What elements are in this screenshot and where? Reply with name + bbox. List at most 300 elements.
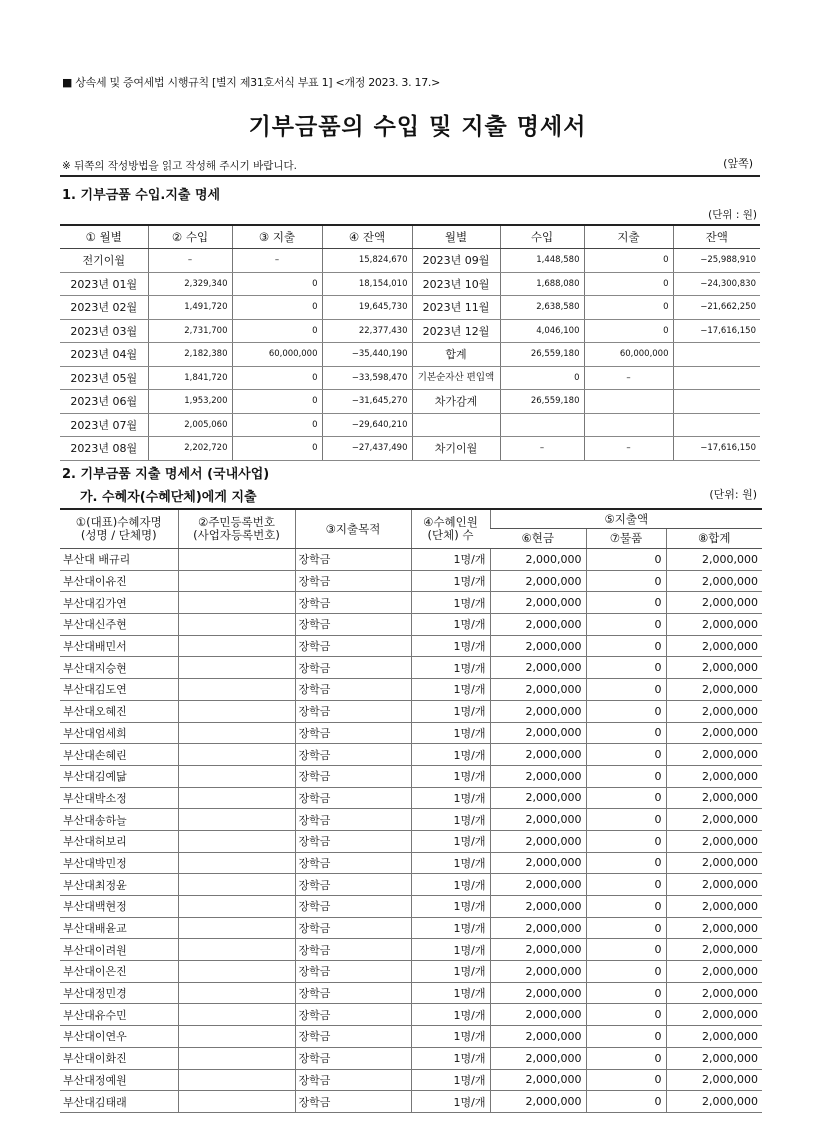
table-cell: 부산대김태래 [60,1091,178,1113]
table-cell: 1명/개 [411,982,490,1004]
table-cell: 부산대지승현 [60,657,178,679]
table-cell: −35,440,190 [322,343,412,367]
table-cell [178,961,295,983]
table-cell: 2,000,000 [490,982,586,1004]
table-cell [178,1004,295,1026]
table-cell [178,982,295,1004]
table-cell: 2,000,000 [666,787,762,809]
table-cell: 1명/개 [411,830,490,852]
table-cell: 1명/개 [411,700,490,722]
table-cell: 합계 [412,343,500,367]
table-cell: 15,824,670 [322,249,412,273]
section1-title: 1. 기부금품 수입.지출 명세 [62,188,221,203]
table-row [60,961,762,983]
table-cell: 2,000,000 [490,939,586,961]
table-cell: 1,688,080 [500,272,584,296]
table-cell: 0 [232,296,322,320]
table-cell: 0 [586,939,666,961]
table-cell: 2,000,000 [490,765,586,787]
title-divider [60,175,760,177]
table-cell: 2,000,000 [490,1091,586,1113]
table-cell: 장학금 [295,657,411,679]
col-recipient-sublabel: (성명 / 단체명) [80,528,157,542]
table-cell [178,809,295,831]
table-cell: 0 [586,1091,666,1113]
table-cell: −31,645,270 [322,390,412,414]
table-row [60,1004,762,1026]
table-cell: 장학금 [295,614,411,636]
table-header-row [60,509,762,529]
col-count [411,509,490,549]
table-cell: 0 [232,437,322,461]
table-cell [178,592,295,614]
table-cell: 2,000,000 [666,570,762,592]
table-cell: 2,000,000 [490,570,586,592]
table-cell: 1,491,720 [148,296,232,320]
table-cell: 2,000,000 [666,592,762,614]
table-cell: 1명/개 [411,874,490,896]
table-cell [178,852,295,874]
table-cell: 2023년 02월 [60,296,148,320]
table-cell: 차가감계 [412,390,500,414]
table-cell: 0 [586,982,666,1004]
table-cell: 부산대김가연 [60,592,178,614]
instruction-note: ※ 뒤쪽의 작성방법을 읽고 작성해 주시기 바랍니다. [62,160,298,172]
col-amount: ⑤지출액 [490,509,762,529]
table-row [60,296,760,320]
table-cell [500,413,584,437]
table-cell: 장학금 [295,787,411,809]
table-row [60,657,762,679]
table-cell: 1명/개 [411,549,490,571]
table-cell: 2,000,000 [490,657,586,679]
col-recipient-label: ①(대표)수혜자명 [75,515,162,529]
page-side-label: (앞쪽) [723,157,753,170]
donation-expense-table [60,508,762,1113]
table-cell: 2,000,000 [490,961,586,983]
table-row [60,570,762,592]
table-cell [178,1069,295,1091]
table-cell: 부산대이유진 [60,570,178,592]
table-cell: 기본순자산 편입액 [412,366,500,390]
table-cell: 0 [586,1004,666,1026]
table-row [60,744,762,766]
table-cell [178,614,295,636]
table-cell [673,343,760,367]
table-cell: 2,005,060 [148,413,232,437]
table-row [60,1026,762,1048]
table-cell: 0 [586,614,666,636]
table-cell: 2,638,580 [500,296,584,320]
section2-unit: (단위: 원) [709,488,757,501]
table-cell: 2,000,000 [666,765,762,787]
table-row [60,787,762,809]
table-row [60,343,760,367]
table-cell: 부산대허보리 [60,830,178,852]
table-row [60,722,762,744]
table-row [60,765,762,787]
table-cell: 2,000,000 [666,1091,762,1113]
table-cell: – [584,366,673,390]
table-cell: 2,000,000 [490,549,586,571]
col-income-2: 수입 [500,225,584,249]
table-cell: 2,000,000 [490,700,586,722]
table-cell: 부산대김예닮 [60,765,178,787]
table-cell: 1명/개 [411,809,490,831]
table-cell: 2,000,000 [666,1004,762,1026]
table-row [60,549,762,571]
table-cell [178,830,295,852]
table-cell: 부산대최정윤 [60,874,178,896]
table-cell: 18,154,010 [322,272,412,296]
table-cell: 1명/개 [411,852,490,874]
table-cell: 부산대정민경 [60,982,178,1004]
table-cell: 1명/개 [411,657,490,679]
table-cell: 장학금 [295,874,411,896]
table-cell: 1명/개 [411,635,490,657]
table-cell: – [500,437,584,461]
table-cell: 26,559,180 [500,390,584,414]
table-cell: 부산대박민정 [60,852,178,874]
table-cell: 0 [586,1069,666,1091]
table-row [60,390,760,414]
table-cell: 2,329,340 [148,272,232,296]
table-cell: 2,000,000 [490,744,586,766]
table-cell: 0 [586,809,666,831]
table-cell: 장학금 [295,830,411,852]
table-cell: – [232,249,322,273]
table-cell: 0 [586,722,666,744]
table-cell: 0 [586,787,666,809]
table-cell: 2,000,000 [666,961,762,983]
table-cell: 0 [586,830,666,852]
table-row [60,437,760,461]
table-cell [178,549,295,571]
table-cell: 2,000,000 [490,1026,586,1048]
table-row [60,272,760,296]
table-cell: 2,202,720 [148,437,232,461]
table-cell: 2,000,000 [490,592,586,614]
table-cell: 장학금 [295,700,411,722]
table-cell: 2,000,000 [490,917,586,939]
table-row [60,413,760,437]
table-row [60,982,762,1004]
table-cell: – [584,437,673,461]
table-row [60,592,762,614]
table-cell: 부산대이은진 [60,961,178,983]
table-cell: 부산대엄세희 [60,722,178,744]
document-title: 기부금품의 수입 및 지출 명세서 [248,114,587,140]
form-reference: ■ 상속세 및 증여세법 시행규칙 [별지 제31호서식 부표 1] <개정 2023. 3. 17.> [62,76,441,89]
table-cell: 2,000,000 [666,635,762,657]
table-cell: 부산대배윤교 [60,917,178,939]
col-purpose: ③지출목적 [295,509,411,549]
table-cell: 장학금 [295,939,411,961]
table-cell: 2,000,000 [666,1047,762,1069]
table-cell [178,917,295,939]
table-cell: 부산대유수민 [60,1004,178,1026]
table-cell: 1명/개 [411,614,490,636]
table-cell: −29,640,210 [322,413,412,437]
table-cell: 0 [586,657,666,679]
table-cell: 0 [586,679,666,701]
table-cell: 1명/개 [411,679,490,701]
col-total: ⑧합계 [666,529,762,549]
table-cell [673,413,760,437]
table-cell [178,1091,295,1113]
col-income: ② 수입 [148,225,232,249]
table-cell: 0 [584,249,673,273]
table-cell: 2,000,000 [666,874,762,896]
table-cell: 2,000,000 [666,657,762,679]
table-cell: 1명/개 [411,765,490,787]
table-cell: 2,000,000 [490,1047,586,1069]
table-cell: 2,000,000 [666,830,762,852]
table-cell: 60,000,000 [584,343,673,367]
table-cell: 0 [584,272,673,296]
table-cell [178,722,295,744]
table-cell: 2,000,000 [490,852,586,874]
table-cell: 2,000,000 [490,874,586,896]
table-cell: 1,953,200 [148,390,232,414]
table-cell [673,390,760,414]
table-cell: 2,000,000 [666,896,762,918]
table-cell [178,939,295,961]
table-cell: 2,000,000 [490,635,586,657]
table-cell: 2,000,000 [666,614,762,636]
table-cell: 1명/개 [411,1091,490,1113]
table-cell [584,413,673,437]
table-cell: 2,000,000 [666,549,762,571]
table-cell: 장학금 [295,1091,411,1113]
table-cell: 2,731,700 [148,319,232,343]
table-cell: 4,046,100 [500,319,584,343]
table-cell: 장학금 [295,896,411,918]
table-cell: 장학금 [295,917,411,939]
table-cell [178,896,295,918]
section1-unit: (단위 : 원) [708,209,757,221]
table-cell: 전기이월 [60,249,148,273]
table-cell: 부산대배민서 [60,635,178,657]
table-cell: 0 [586,896,666,918]
col-balance: ④ 잔액 [322,225,412,249]
table-cell: 0 [232,319,322,343]
table-cell: 장학금 [295,635,411,657]
table-cell: – [148,249,232,273]
table-cell: 0 [586,570,666,592]
col-regno-sublabel: (사업자등록번호) [193,528,280,542]
table-cell: 2,000,000 [490,787,586,809]
table-cell: −21,662,250 [673,296,760,320]
table-cell: 1,448,580 [500,249,584,273]
table-cell: 0 [586,1026,666,1048]
table-cell: 부산대박소정 [60,787,178,809]
table-cell: −33,598,470 [322,366,412,390]
table-row [60,917,762,939]
table-cell: 1명/개 [411,917,490,939]
table-cell: 2,000,000 [666,982,762,1004]
table-cell: 부산대김도연 [60,679,178,701]
table-cell: 부산대백현정 [60,896,178,918]
table-row [60,1069,762,1091]
table-cell: 1,841,720 [148,366,232,390]
table-cell: 2,000,000 [666,852,762,874]
table-cell: 2,000,000 [490,896,586,918]
table-cell [178,570,295,592]
table-cell: −25,988,910 [673,249,760,273]
table-cell: 장학금 [295,549,411,571]
table-cell: 0 [586,852,666,874]
table-cell: 19,645,730 [322,296,412,320]
table-cell: 2,000,000 [490,722,586,744]
table-cell [178,635,295,657]
table-cell: 2023년 04월 [60,343,148,367]
table-cell: 2,000,000 [666,722,762,744]
col-count-label: ④수혜인원 [423,515,478,529]
table-row [60,852,762,874]
table-cell: 장학금 [295,744,411,766]
table-cell: 장학금 [295,982,411,1004]
col-goods: ⑦물품 [586,529,666,549]
col-month-2: 월별 [412,225,500,249]
table-cell: 장학금 [295,592,411,614]
table-cell: 0 [586,1047,666,1069]
table-cell [178,874,295,896]
table-row [60,319,760,343]
table-cell [178,765,295,787]
table-cell: 0 [500,366,584,390]
table-cell: 0 [232,272,322,296]
table-row [60,635,762,657]
table-cell: 장학금 [295,961,411,983]
table-cell: 부산대손혜린 [60,744,178,766]
table-row [60,874,762,896]
table-row [60,896,762,918]
col-expense-2: 지출 [584,225,673,249]
table-cell: 2,000,000 [490,679,586,701]
table-row [60,1091,762,1113]
table-cell: 장학금 [295,809,411,831]
section2-title: 2. 기부금품 지출 명세서 (국내사업) [62,467,270,482]
table-cell: 0 [584,319,673,343]
table-row [60,366,760,390]
col-regno-label: ②주민등록번호 [198,515,275,529]
table-cell: 차기이월 [412,437,500,461]
table-cell: 0 [586,744,666,766]
table-cell: 0 [586,592,666,614]
table-cell: 장학금 [295,765,411,787]
col-count-sublabel: (단체) 수 [427,528,474,542]
table-cell: 2,000,000 [666,809,762,831]
table-cell [178,679,295,701]
table-cell: 26,559,180 [500,343,584,367]
table-cell: 1명/개 [411,961,490,983]
col-regno [178,509,295,549]
table-cell: 2023년 12월 [412,319,500,343]
table-cell: 장학금 [295,679,411,701]
table-row [60,939,762,961]
table-cell: 2023년 09월 [412,249,500,273]
table-cell: 장학금 [295,570,411,592]
table-row [60,830,762,852]
table-cell: 2,182,380 [148,343,232,367]
table-cell: 0 [586,961,666,983]
table-row [60,679,762,701]
table-cell: 부산대이려원 [60,939,178,961]
table-cell: 1명/개 [411,787,490,809]
table-header-row [60,225,760,249]
table-cell: 2,000,000 [666,700,762,722]
table-cell: 장학금 [295,1047,411,1069]
table-cell: 장학금 [295,1004,411,1026]
table-cell: 부산대정예원 [60,1069,178,1091]
table-cell: 부산대송하늘 [60,809,178,831]
table-cell: 2,000,000 [490,830,586,852]
table-cell: 1명/개 [411,939,490,961]
table-cell: 장학금 [295,852,411,874]
table-cell [178,1026,295,1048]
table-cell: 2,000,000 [666,939,762,961]
income-expense-table [60,224,760,461]
table-cell: 부산대이화진 [60,1047,178,1069]
table-row [60,809,762,831]
table-cell [178,744,295,766]
table-cell: 2023년 07월 [60,413,148,437]
table-cell: 1명/개 [411,570,490,592]
col-recipient [60,509,178,549]
table-cell: 1명/개 [411,1004,490,1026]
table-cell: 2,000,000 [490,1069,586,1091]
table-cell: 0 [232,366,322,390]
table-cell: 부산대오혜진 [60,700,178,722]
table-cell: 0 [232,413,322,437]
table-cell: 0 [586,917,666,939]
table-cell: −27,437,490 [322,437,412,461]
table-cell: 2023년 08월 [60,437,148,461]
table-cell: 0 [584,296,673,320]
table-cell: 0 [586,635,666,657]
table-row [60,700,762,722]
table-cell: 2023년 11월 [412,296,500,320]
table-cell: 0 [586,700,666,722]
table-cell: 2,000,000 [666,917,762,939]
table-cell: 장학금 [295,1069,411,1091]
table-cell [178,787,295,809]
table-cell: 2,000,000 [666,1069,762,1091]
table-cell: 1명/개 [411,592,490,614]
table-cell: 2023년 01월 [60,272,148,296]
table-cell: 2,000,000 [666,744,762,766]
table-cell: 0 [232,390,322,414]
table-cell: 2023년 10월 [412,272,500,296]
table-cell [178,1047,295,1069]
table-cell [673,366,760,390]
table-cell: 2,000,000 [666,1026,762,1048]
table-cell: −24,300,830 [673,272,760,296]
table-cell [584,390,673,414]
col-expense: ③ 지출 [232,225,322,249]
table-cell: −17,616,150 [673,437,760,461]
table-cell: 2023년 06월 [60,390,148,414]
col-cash: ⑥현금 [490,529,586,549]
col-balance-2: 잔액 [673,225,760,249]
table-cell: −17,616,150 [673,319,760,343]
table-cell: 0 [586,874,666,896]
table-cell: 1명/개 [411,1026,490,1048]
table-cell: 부산대이연우 [60,1026,178,1048]
table-cell: 0 [586,549,666,571]
table-row [60,1047,762,1069]
